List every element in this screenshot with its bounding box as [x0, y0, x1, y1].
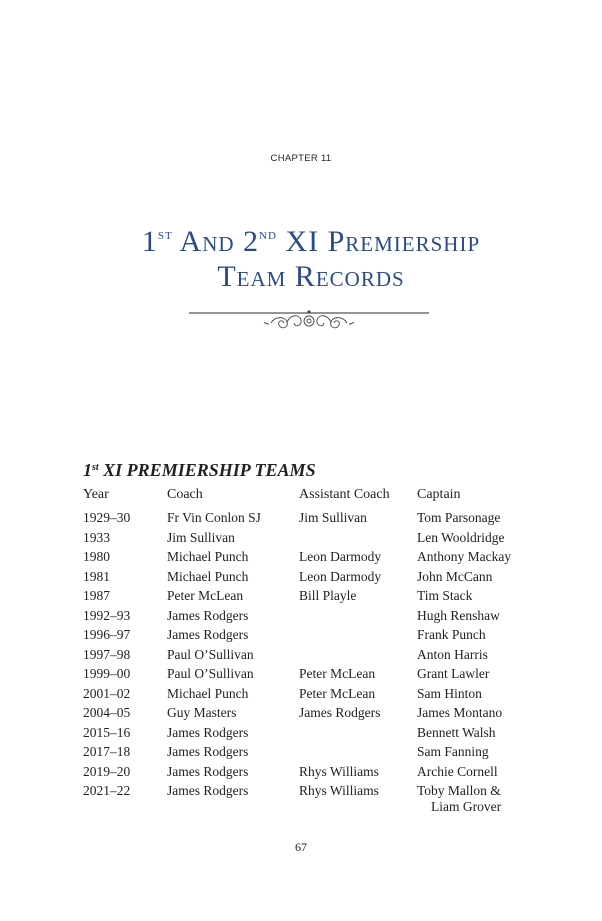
cell-year	[80, 588, 164, 608]
cell-captain-text: Grant Lawler	[417, 666, 490, 681]
page-number: 67	[295, 840, 307, 854]
cell-year	[80, 627, 164, 647]
cell-year	[80, 725, 164, 745]
cell-captain	[414, 588, 530, 608]
cell-year	[80, 783, 164, 815]
cell-coach-text: James Rodgers	[167, 724, 249, 740]
cell-coach	[164, 549, 296, 569]
cell-year	[80, 686, 164, 706]
cell-assistant-coach	[296, 764, 414, 784]
cell-coach-text: Fr Vin Conlon SJ	[167, 510, 261, 525]
title-number-2: 2	[243, 225, 260, 258]
cell-captain-text: Anton Harris	[417, 646, 488, 662]
cell-coach-text: Guy Masters	[167, 705, 237, 720]
cell-coach	[164, 686, 296, 706]
table-row	[80, 549, 530, 569]
cell-coach-text: Paul O’Sullivan	[167, 646, 254, 662]
table-row	[80, 588, 530, 608]
cell-captain	[414, 705, 530, 725]
cell-captain	[414, 608, 530, 628]
cell-year	[80, 549, 164, 569]
cell-captain	[414, 686, 530, 706]
table-row	[80, 608, 530, 628]
cell-captain	[414, 764, 530, 784]
table-row	[80, 744, 530, 764]
cell-captain	[414, 725, 530, 745]
cell-captain-text: Anthony Mackay	[417, 549, 512, 564]
cell-assistant-coach	[296, 608, 414, 628]
cell-coach	[164, 647, 296, 667]
cell-coach-text: Jim Sullivan	[167, 529, 235, 545]
cell-coach-text: James Rodgers	[167, 763, 249, 779]
table-row	[80, 647, 530, 667]
cell-year-text: 1933	[83, 529, 110, 545]
cell-captain-text: Toby Mallon &	[417, 783, 501, 798]
cell-year-text: 2004–05	[83, 705, 131, 720]
table-row	[80, 764, 530, 784]
cell-year-text: 1999–00	[83, 666, 131, 681]
cell-captain-text: Frank Punch	[417, 627, 486, 642]
cell-captain	[414, 510, 530, 530]
cell-coach	[164, 725, 296, 745]
cell-year	[80, 530, 164, 550]
cell-assistant-coach	[296, 783, 414, 815]
cell-coach	[164, 783, 296, 815]
cell-coach	[164, 744, 296, 764]
column-header-year: Year	[83, 487, 109, 502]
section-heading-number: 1	[83, 460, 92, 480]
cell-year-text: 2015–16	[83, 724, 131, 740]
cell-coach	[164, 608, 296, 628]
cell-captain	[414, 530, 530, 550]
cell-coach-text: Paul O’Sullivan	[167, 666, 254, 681]
cell-assistant-coach	[296, 627, 414, 647]
cell-assistant-coach	[296, 588, 414, 608]
cell-year-text: 2021–22	[83, 783, 131, 798]
cell-assistant-coach	[296, 647, 414, 667]
cell-coach-text: Michael Punch	[167, 568, 249, 584]
section-heading-text: XI PREMIERSHIP TEAMS	[98, 460, 316, 480]
cell-assistant-coach	[296, 725, 414, 745]
cell-captain-text: Len Wooldridge	[417, 529, 505, 545]
cell-year	[80, 608, 164, 628]
title-ordinal-2: nd	[259, 227, 277, 243]
cell-year-text: 1980	[83, 549, 110, 564]
chapter-title	[20, 224, 602, 294]
cell-assistant-coach	[296, 666, 414, 686]
cell-assistant-coach-text: Peter McLean	[299, 666, 376, 681]
cell-captain	[414, 783, 530, 815]
section-heading-ordinal: st	[92, 462, 99, 473]
cell-assistant-coach-text: Leon Darmody	[299, 549, 382, 564]
cell-captain-continuation: Liam Grover	[431, 799, 502, 814]
chapter-title-line-2: Team Records	[217, 260, 405, 293]
cell-captain-text: Bennett Walsh	[417, 724, 496, 740]
cell-year	[80, 569, 164, 589]
table-row	[80, 530, 530, 550]
title-ordinal-1: st	[157, 227, 173, 243]
cell-assistant-coach	[296, 549, 414, 569]
cell-captain-text: Sam Fanning	[417, 744, 489, 759]
cell-captain-text: Hugh Renshaw	[417, 607, 500, 623]
cell-assistant-coach-text: James Rodgers	[299, 705, 381, 720]
cell-assistant-coach-text: Peter McLean	[299, 685, 376, 701]
column-header-captain: Captain	[417, 487, 461, 502]
cell-coach-text: James Rodgers	[167, 783, 249, 798]
cell-captain	[414, 627, 530, 647]
cell-coach-text: James Rodgers	[167, 607, 249, 623]
cell-coach	[164, 764, 296, 784]
cell-captain-text: James Montano	[417, 705, 503, 720]
chapter-label: CHAPTER 11	[270, 153, 332, 164]
cell-year-text: 2001–02	[83, 685, 131, 701]
cell-coach-text: Michael Punch	[167, 549, 249, 564]
cell-assistant-coach-text: Jim Sullivan	[299, 510, 367, 525]
flourish-divider-icon	[189, 306, 429, 332]
cell-assistant-coach-text: Bill Playle	[299, 588, 357, 603]
cell-year-text: 1987	[83, 588, 110, 603]
table-row	[80, 627, 530, 647]
cell-coach-text: James Rodgers	[167, 627, 249, 642]
cell-year	[80, 764, 164, 784]
cell-coach-text: Michael Punch	[167, 685, 249, 701]
cell-assistant-coach-text: Rhys Williams	[299, 763, 379, 779]
cell-coach	[164, 510, 296, 530]
cell-captain	[414, 549, 530, 569]
table-row	[80, 783, 530, 815]
cell-coach	[164, 627, 296, 647]
cell-year	[80, 744, 164, 764]
cell-captain-text: Tim Stack	[417, 588, 473, 603]
table-row	[80, 569, 530, 589]
cell-assistant-coach-text: Leon Darmody	[299, 568, 382, 584]
cell-coach	[164, 666, 296, 686]
cell-coach-text: Peter McLean	[167, 588, 244, 603]
cell-assistant-coach	[296, 705, 414, 725]
cell-year-text: 1929–30	[83, 510, 131, 525]
cell-coach	[164, 588, 296, 608]
cell-year	[80, 510, 164, 530]
cell-captain-text: Sam Hinton	[417, 685, 482, 701]
cell-assistant-coach	[296, 530, 414, 550]
cell-captain	[414, 666, 530, 686]
column-header-coach: Coach	[167, 487, 203, 502]
cell-year-text: 2017–18	[83, 744, 131, 759]
table-body	[80, 510, 530, 815]
cell-assistant-coach	[296, 510, 414, 530]
title-text-and: And	[172, 225, 244, 258]
cell-captain-text: John McCann	[417, 568, 493, 584]
title-number-1: 1	[141, 225, 158, 258]
cell-year-text: 1997–98	[83, 646, 131, 662]
cell-captain	[414, 744, 530, 764]
cell-captain-text: Tom Parsonage	[417, 510, 501, 525]
table-header-row	[80, 484, 530, 510]
cell-assistant-coach	[296, 744, 414, 764]
cell-year	[80, 666, 164, 686]
cell-coach	[164, 705, 296, 725]
table-row	[80, 510, 530, 530]
cell-year-text: 1992–93	[83, 607, 131, 623]
cell-year-text: 1981	[83, 568, 110, 584]
table-row	[80, 705, 530, 725]
table-row	[80, 686, 530, 706]
cell-assistant-coach-text: Rhys Williams	[299, 783, 379, 798]
cell-coach	[164, 530, 296, 550]
cell-captain-text: Archie Cornell	[417, 763, 498, 779]
table-row	[80, 725, 530, 745]
cell-captain	[414, 569, 530, 589]
cell-assistant-coach	[296, 686, 414, 706]
title-text-premiership: XI Premiership	[276, 225, 481, 258]
table-row	[80, 666, 530, 686]
cell-year-text: 2019–20	[83, 763, 131, 779]
cell-captain	[414, 647, 530, 667]
cell-assistant-coach	[296, 569, 414, 589]
cell-coach	[164, 569, 296, 589]
cell-coach-text: James Rodgers	[167, 744, 249, 759]
cell-year	[80, 705, 164, 725]
chapter-title-line-1	[20, 224, 602, 259]
premiership-teams-table	[80, 484, 530, 815]
cell-year-text: 1996–97	[83, 627, 131, 642]
cell-year	[80, 647, 164, 667]
column-header-assistant-coach: Assistant Coach	[299, 487, 390, 502]
section-heading	[83, 460, 316, 481]
